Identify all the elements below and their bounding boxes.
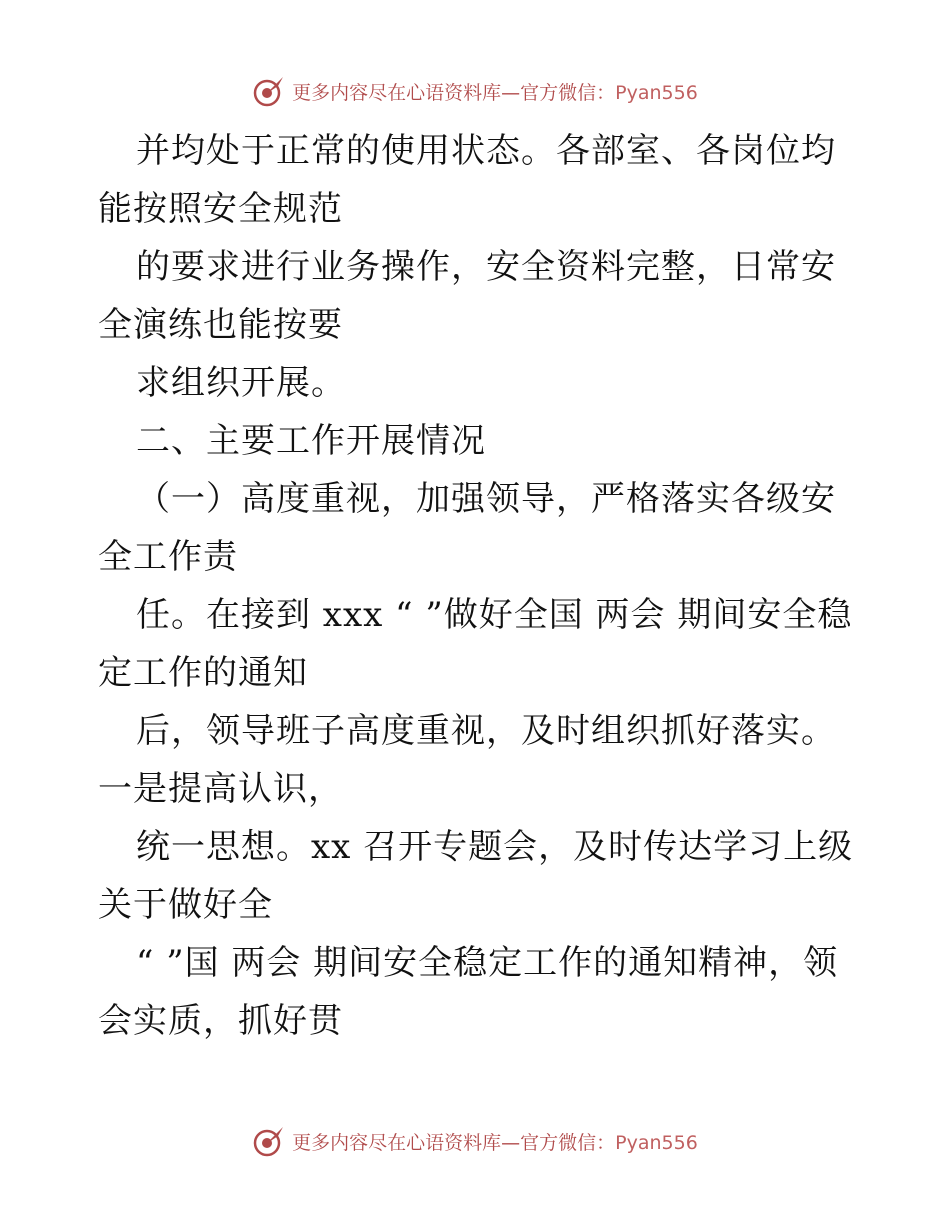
paragraph-line: 并均处于正常的使用状态。各部室、各岗位均能按照安全规范 — [98, 131, 836, 229]
paragraph-line: “ ”国 两会 期间安全稳定工作的通知精神，领会实质，抓好贯 — [98, 943, 839, 1041]
footer-watermark — [0, 1124, 950, 1158]
document-body — [98, 122, 854, 1050]
subsection-heading: （一）高度重视，加强领导，严格落实各级安全工作责 — [98, 479, 836, 577]
paragraph-line: 后，领导班子高度重视，及时组织抓好落实。一是提高认识， — [98, 711, 836, 809]
paragraph-line: 求组织开展。 — [136, 363, 346, 403]
paragraph-line: 的要求进行业务操作，安全资料完整，日常安全演练也能按要 — [98, 247, 836, 345]
watermark-text: 更多内容尽在心语资料库—官方微信：Pyan556 — [292, 81, 698, 104]
quill-logo-icon — [252, 74, 286, 108]
quill-logo-icon — [252, 1124, 286, 1158]
header-watermark — [0, 74, 950, 108]
watermark-text: 更多内容尽在心语资料库—官方微信：Pyan556 — [292, 1131, 698, 1154]
section-heading: 二、主要工作开展情况 — [136, 421, 486, 461]
paragraph-line: 统一思想。xx 召开专题会，及时传达学习上级关于做好全 — [98, 827, 854, 925]
paragraph-line: 任。在接到 xxx “ ”做好全国 两会 期间安全稳定工作的通知 — [98, 595, 853, 693]
